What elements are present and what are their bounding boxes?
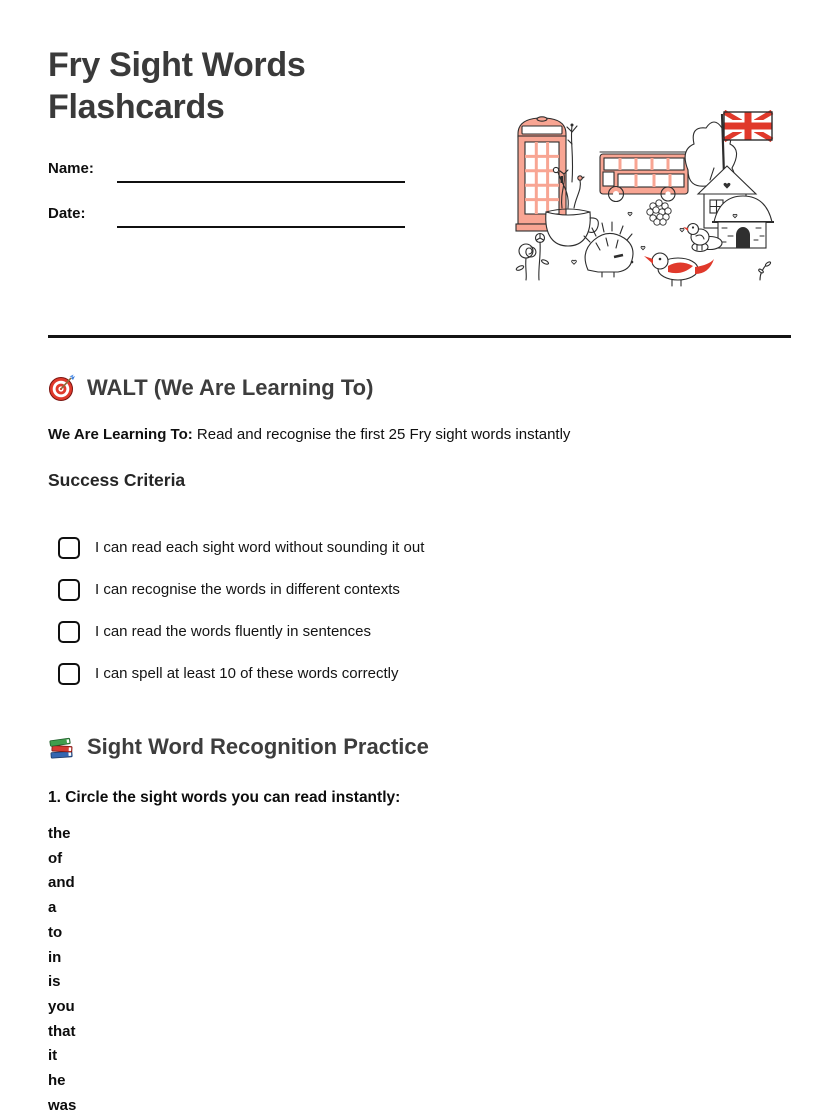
sight-word[interactable]: that	[48, 1022, 76, 1040]
practice-heading	[48, 733, 429, 761]
sight-word[interactable]: is	[48, 973, 61, 991]
criterion-label: I can read the words fluently in sentences	[95, 623, 371, 640]
success-criteria-heading: Success Criteria	[48, 470, 186, 490]
page-title: Fry Sight Words Flashcards	[48, 46, 306, 127]
date-input-line[interactable]	[117, 226, 405, 228]
sight-word[interactable]: he	[48, 1072, 66, 1090]
sight-word[interactable]: was	[48, 1096, 77, 1114]
robin-bird-illustration	[644, 253, 714, 286]
walt-heading	[48, 374, 373, 402]
sight-word[interactable]: it	[48, 1047, 58, 1065]
sight-word[interactable]: to	[48, 923, 63, 941]
flowers-illustration	[516, 234, 550, 281]
sight-word[interactable]: the	[48, 825, 71, 842]
criterion-checkbox[interactable]	[58, 621, 80, 643]
bush-illustration	[647, 200, 671, 225]
name-input-line[interactable]	[117, 181, 405, 183]
criterion-label: I can spell at least 10 of these words correctly	[95, 665, 399, 682]
hedgehog-illustration	[584, 222, 633, 277]
section-divider	[48, 335, 791, 338]
learning-objective-text: Read and recognise the first 25 Fry sight words instantly	[196, 426, 571, 443]
criterion-checkbox[interactable]	[58, 537, 80, 559]
criterion-label: I can read each sight word without sounding it out	[95, 539, 425, 556]
criterion-row	[58, 620, 424, 643]
criterion-row	[58, 662, 424, 685]
telephone-booth-illustration	[516, 117, 568, 231]
sprout-small-illustration	[758, 261, 771, 280]
criterion-checkbox[interactable]	[58, 579, 80, 601]
sight-word[interactable]: a	[48, 899, 57, 917]
success-criteria-list	[58, 536, 424, 685]
date-label: Date:	[48, 205, 86, 222]
practice-instruction: 1. Circle the sight words you can read instantly:	[48, 789, 401, 806]
dartboard-icon	[48, 374, 76, 402]
sight-word[interactable]: in	[48, 948, 62, 966]
british-illustration	[510, 110, 795, 290]
name-label: Name:	[48, 160, 94, 177]
practice-heading-label: Sight Word Recognition Practice	[87, 734, 429, 759]
sight-word-list	[48, 822, 76, 1118]
criterion-checkbox[interactable]	[58, 663, 80, 685]
sprout-illustration	[567, 124, 577, 183]
criterion-row	[58, 578, 424, 601]
sight-word[interactable]: and	[48, 874, 75, 892]
walt-heading-label: WALT (We Are Learning To)	[87, 375, 374, 400]
double-decker-bus-illustration	[600, 152, 688, 202]
sight-word[interactable]: of	[48, 849, 63, 867]
learning-objective-label: We Are Learning To:	[48, 426, 193, 443]
criterion-row	[58, 536, 424, 559]
criterion-label: I can recognise the words in different contexts	[95, 581, 400, 598]
learning-objective	[48, 426, 570, 443]
books-icon	[48, 733, 76, 761]
sight-word[interactable]: you	[48, 997, 75, 1015]
